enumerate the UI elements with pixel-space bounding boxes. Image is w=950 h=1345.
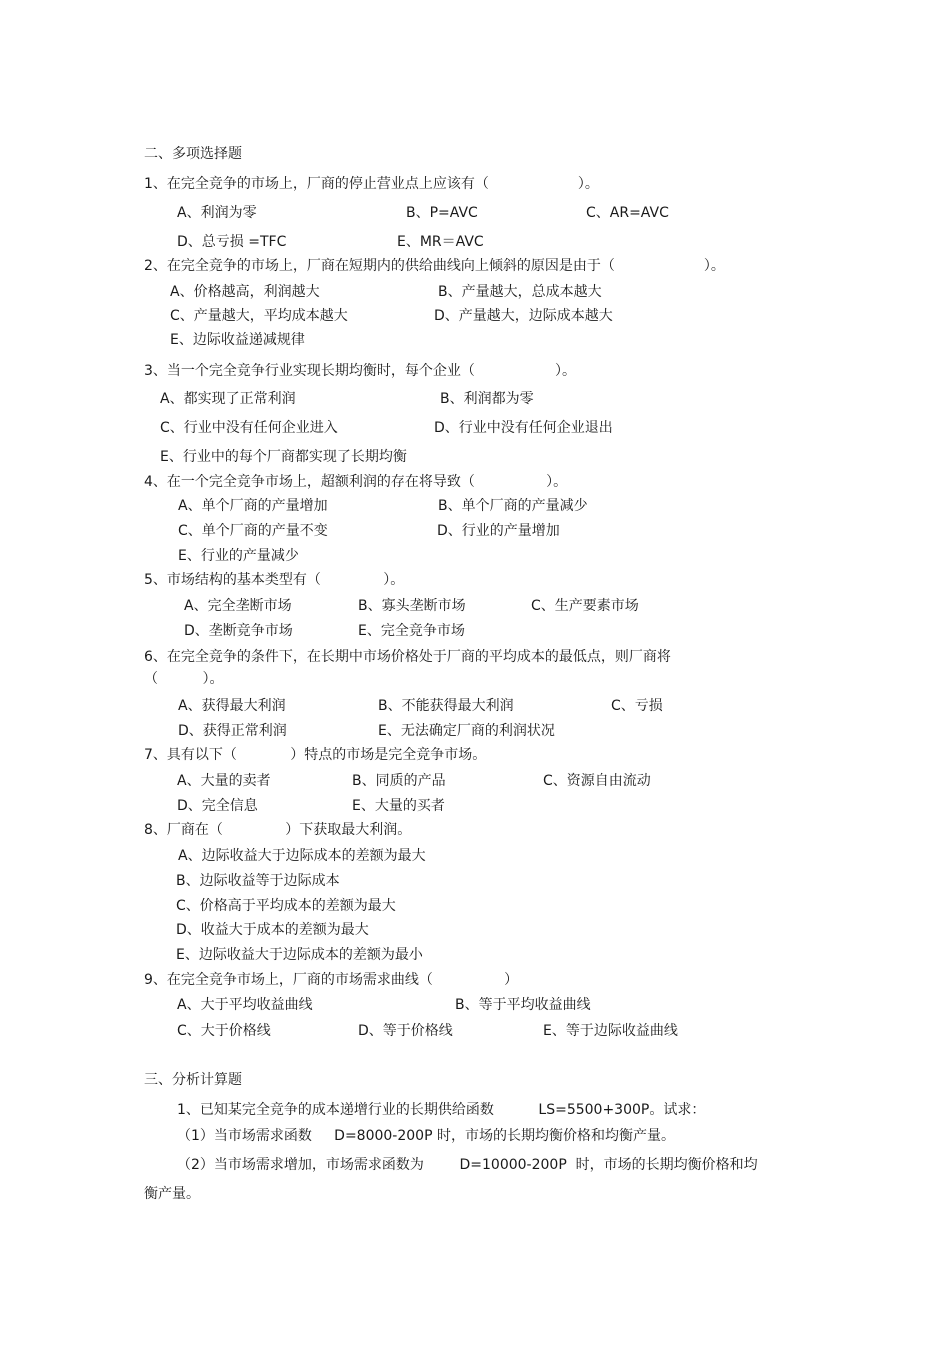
q8-option-e: E、边际收益大于边际成本的差额为最小 xyxy=(176,947,423,963)
q3-option-c: C、行业中没有任何企业进入 xyxy=(160,420,338,436)
q1-option-e: E、MR＝AVC xyxy=(397,234,484,250)
calc-line-2: （1）当市场需求函数 D=8000-200P 时，市场的长期均衡价格和均衡产量。 xyxy=(177,1128,675,1144)
q7-option-c: C、资源自由流动 xyxy=(543,773,651,789)
q1-stem: 1、在完全竞争的市场上，厂商的停止营业点上应该有（ ）。 xyxy=(144,176,599,192)
q5-stem: 5、市场结构的基本类型有（ ）。 xyxy=(144,572,405,588)
q7-option-e: E、大量的买者 xyxy=(352,798,445,814)
q6-option-a: A、获得最大利润 xyxy=(178,698,286,714)
q9-option-e: E、等于边际收益曲线 xyxy=(543,1023,678,1039)
q3-option-d: D、行业中没有任何企业退出 xyxy=(434,420,613,436)
q1-option-a: A、利润为零 xyxy=(177,205,257,221)
q8-option-d: D、收益大于成本的差额为最大 xyxy=(176,922,369,938)
q5-option-d: D、垄断竞争市场 xyxy=(184,623,293,639)
q9-option-d: D、等于价格线 xyxy=(358,1023,453,1039)
q1-option-b: B、P=AVC xyxy=(406,205,478,221)
q3-stem: 3、当一个完全竞争行业实现长期均衡时，每个企业（ ）。 xyxy=(144,363,577,379)
q9-option-a: A、大于平均收益曲线 xyxy=(177,997,313,1013)
calc-line-1: 1、已知某完全竞争的成本递增行业的长期供给函数 LS=5500+300P。试求： xyxy=(177,1102,706,1118)
q2-option-d: D、产量越大，边际成本越大 xyxy=(434,308,613,324)
q4-option-c: C、单个厂商的产量不变 xyxy=(178,523,328,539)
calc-line-4: 衡产量。 xyxy=(144,1186,200,1202)
q8-option-a: A、边际收益大于边际成本的差额为最大 xyxy=(178,848,426,864)
calc-line-3: （2）当市场需求增加，市场需求函数为 D=10000-200P 时，市场的长期均衡价格和均 xyxy=(177,1157,758,1173)
q2-option-c: C、产量越大，平均成本越大 xyxy=(170,308,348,324)
q1-option-d: D、总亏损 =TFC xyxy=(177,234,287,250)
q9-option-c: C、大于价格线 xyxy=(177,1023,271,1039)
q5-option-b: B、寡头垄断市场 xyxy=(358,598,466,614)
q4-option-a: A、单个厂商的产量增加 xyxy=(178,498,328,514)
q7-stem: 7、具有以下（ ）特点的市场是完全竞争市场。 xyxy=(144,747,487,763)
q7-option-a: A、大量的卖者 xyxy=(177,773,271,789)
q2-option-a: A、价格越高，利润越大 xyxy=(170,284,320,300)
section3-title: 三、分析计算题 xyxy=(144,1072,242,1088)
q3-option-a: A、都实现了正常利润 xyxy=(160,391,296,407)
q9-option-b: B、等于平均收益曲线 xyxy=(455,997,591,1013)
q4-option-d: D、行业的产量增加 xyxy=(437,523,560,539)
q4-option-b: B、单个厂商的产量减少 xyxy=(438,498,588,514)
q9-stem: 9、在完全竞争市场上，厂商的市场需求曲线（ ） xyxy=(144,972,519,988)
q6-stem: 6、在完全竞争的条件下，在长期中市场价格处于厂商的平均成本的最低点，则厂商将 xyxy=(144,649,671,665)
q6-option-d: D、获得正常利润 xyxy=(178,723,287,739)
q4-option-e: E、行业的产量减少 xyxy=(178,548,299,564)
q8-option-b: B、边际收益等于边际成本 xyxy=(176,873,340,889)
q4-stem: 4、在一个完全竞争市场上，超额利润的存在将导致（ ）。 xyxy=(144,474,568,490)
q5-option-e: E、完全竞争市场 xyxy=(358,623,465,639)
q3-option-e: E、行业中的每个厂商都实现了长期均衡 xyxy=(160,449,407,465)
q8-option-c: C、价格高于平均成本的差额为最大 xyxy=(176,898,396,914)
q2-stem: 2、在完全竞争的市场上，厂商在短期内的供给曲线向上倾斜的原因是由于（ ）。 xyxy=(144,258,725,274)
q2-option-e: E、边际收益递减规律 xyxy=(170,332,305,348)
q8-stem: 8、厂商在（ ）下获取最大利润。 xyxy=(144,822,412,838)
q3-option-b: B、利润都为零 xyxy=(440,391,534,407)
q6-stem-continued: （ ）。 xyxy=(144,671,224,687)
q6-option-e: E、无法确定厂商的利润状况 xyxy=(378,723,555,739)
q5-option-c: C、生产要素市场 xyxy=(531,598,639,614)
section2-title: 二、多项选择题 xyxy=(144,146,242,162)
q1-option-c: C、AR=AVC xyxy=(586,205,669,221)
q7-option-b: B、同质的产品 xyxy=(352,773,446,789)
q2-option-b: B、产量越大，总成本越大 xyxy=(438,284,602,300)
q7-option-d: D、完全信息 xyxy=(177,798,258,814)
q6-option-b: B、不能获得最大利润 xyxy=(378,698,514,714)
q5-option-a: A、完全垄断市场 xyxy=(184,598,292,614)
q6-option-c: C、亏损 xyxy=(611,698,663,714)
